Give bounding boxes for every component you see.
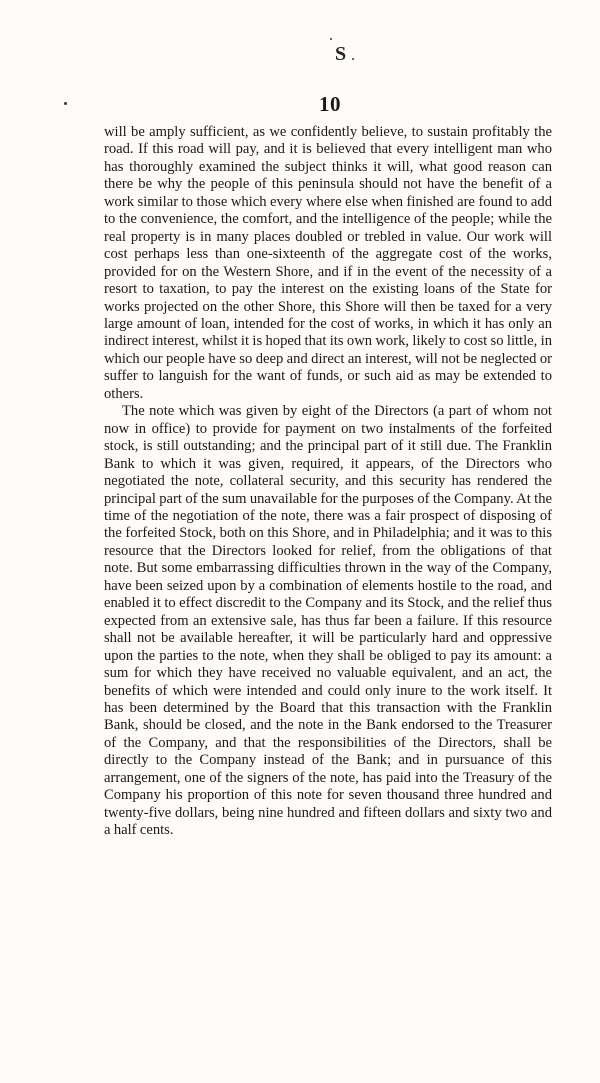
ink-speck: [330, 38, 332, 40]
page-number: 10: [319, 92, 341, 116]
body-text: [104, 124, 552, 840]
signature-mark: S: [335, 43, 347, 65]
paragraph: will be amply sufficient, as we confidently believe, to sustain profitably the road. If this road will pay, and it is believed that every intelligent man who has thoroughly examined the subject thinks it will, what good reason can there be why the people of this peninsula should not have the benefit of a work similar to those which every where else when finished are found to add to the convenience, the comfort, and the intelligence of the people; while the real property is in many places doubled or trebled in value. Our work will cost perhaps less than one-sixteenth of the aggregate cost of the works, provided for on the Western Shore, and if in the event of the necessity of a resort to taxation, to pay the interest on the existing loans of the State for works projected on the other Shore, this Shore will then be taxed for a very large amount of loan, intended for the cost of works, in which it has only an indirect interest, whilst it is hoped that its own work, likely to cost so little, in which our people have so deep and direct an interest, will not be neglected or suffer to languish for the want of funds, or such aid as may be extended to others.: [104, 124, 552, 402]
paragraph: The note which was given by eight of the Directors (a part of whom not now in office) to provide for payment on two instalments of the forfeited stock, is still outstanding; and the principal part of it still due. The Franklin Bank to which it was given, required, it appears, of the Directors who negotiated the note, collateral security, and this security has rendered the principal part of the sum unavailable for the purposes of the Company. At the time of the negotiation of the note, there was a fair prospect of disposing of the forfeited Stock, both on this Shore, and in Philadelphia; and it was to this resource that the Directors looked for relief, from the obligations of that note. But some embarrassing difficulties thrown in the way of the Company, have been seized upon by a combination of elements hostile to the road, and enabled it to effect discredit to the Company and its Stock, and the relief thus expected from an extensive sale, has thus far been a failure. If this resource shall not be available hereafter, it will be particularly hard and oppressive upon the parties to the note, when they shall be obliged to pay its amount: a sum for which they have received no valuable equivalent, and an act, the benefits of which were intended and could only inure to the work itself. It has been determined by the Board that this transaction with the Franklin Bank, should be closed, and the note in the Bank endorsed to the Treasurer of the Company, and that the responsibilities of the Directors, shall be directly to the Company instead of the Bank; and in pursuance of this arrangement, one of the signers of the note, has paid into the Treasury of the Company his proportion of this note for seven thousand three hundred and twenty-five dollars, being nine hundred and fifteen dollars and sixty two and a half cents.: [104, 403, 552, 839]
ink-speck: [352, 58, 354, 60]
